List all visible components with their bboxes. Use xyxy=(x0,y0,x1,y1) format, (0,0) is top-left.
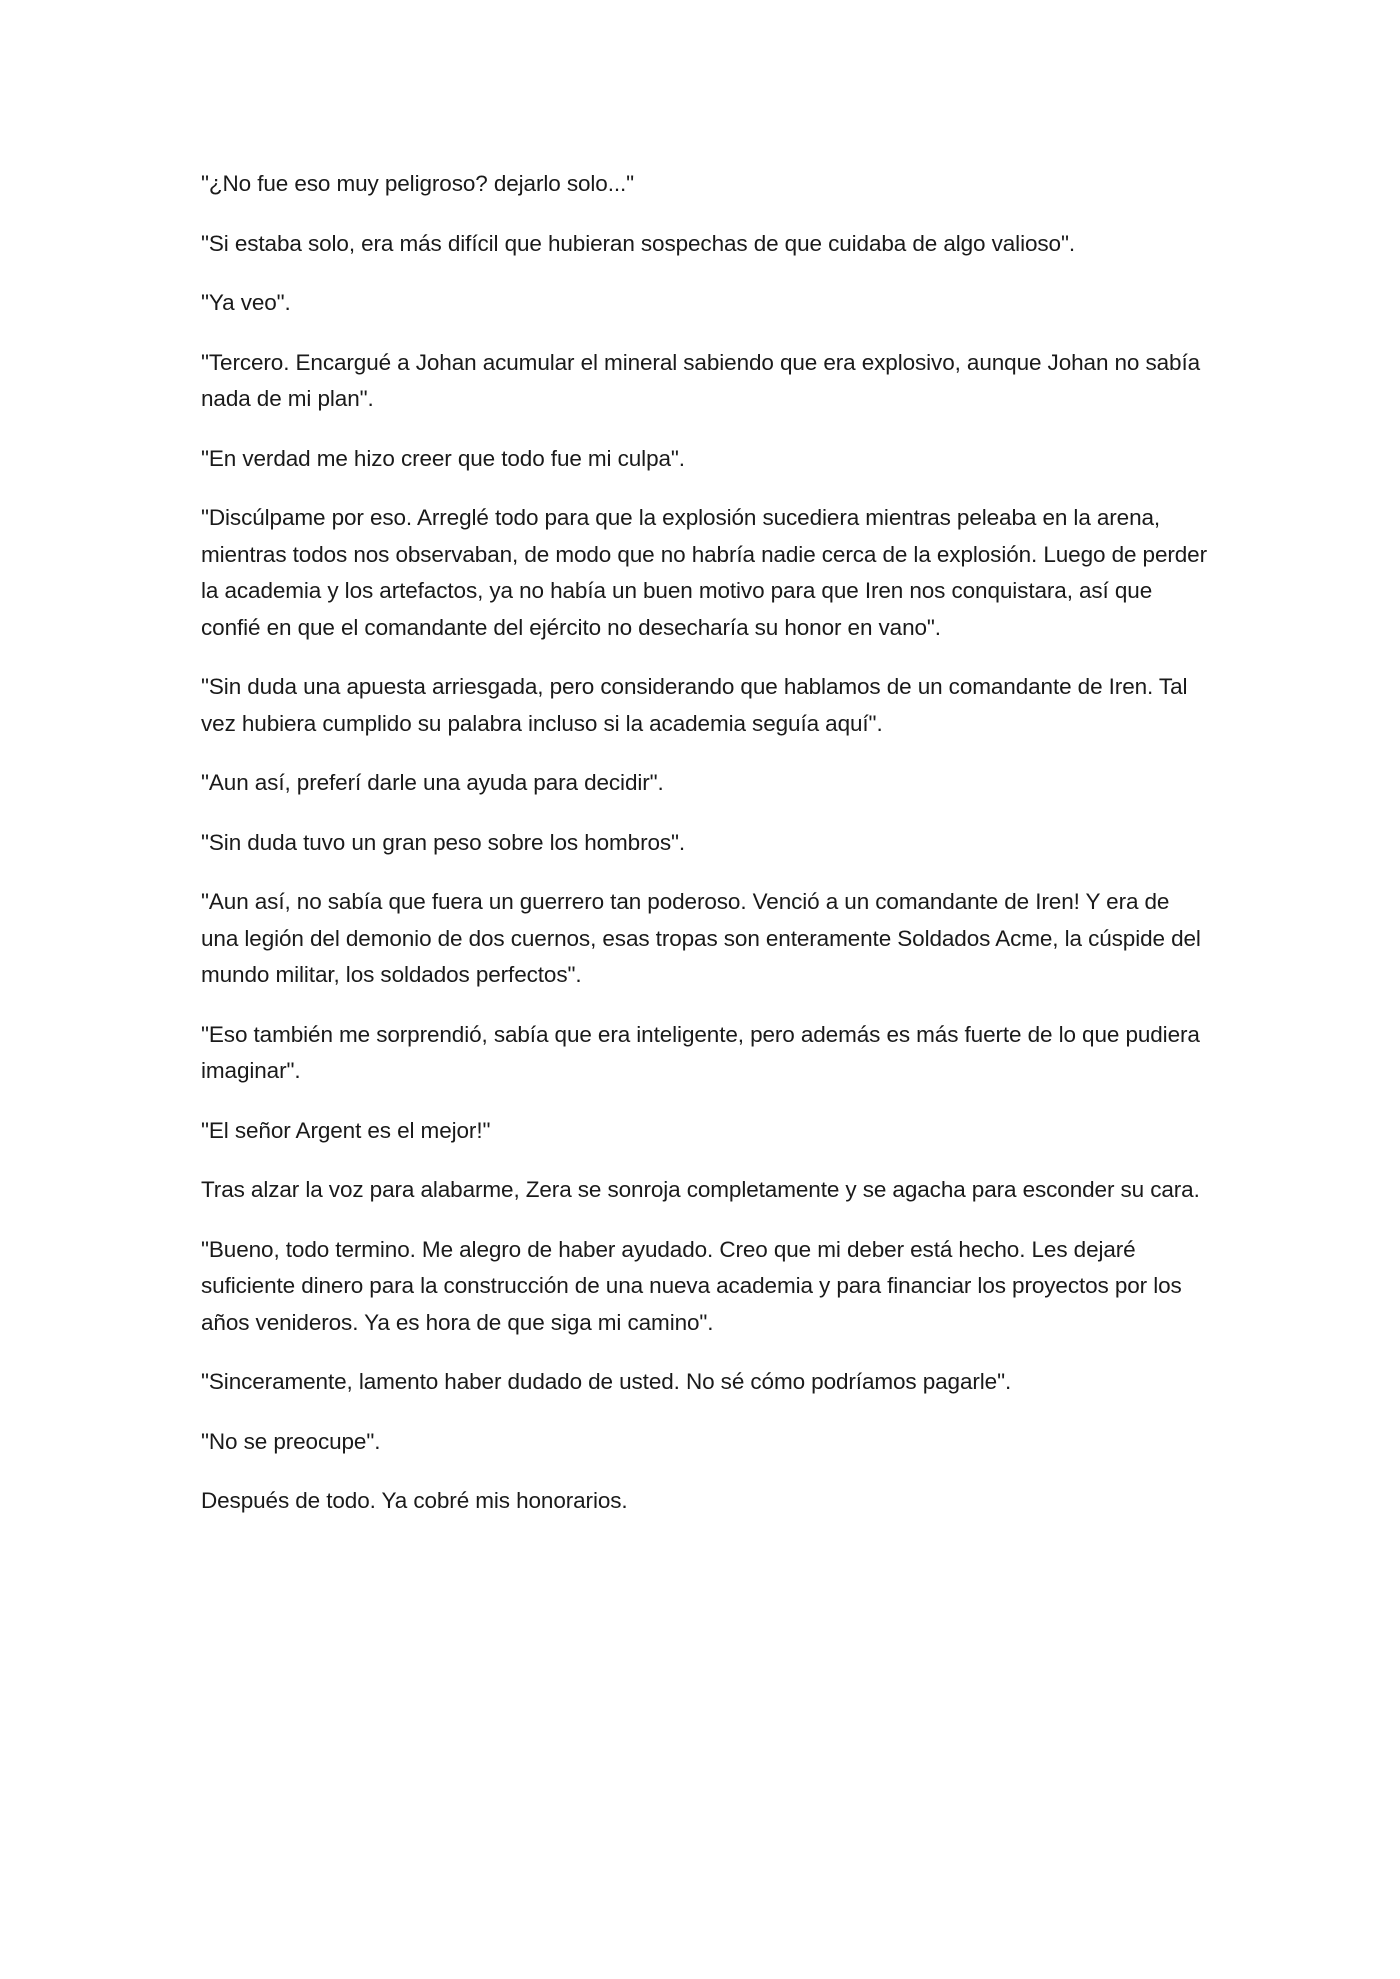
paragraph-16: "No se preocupe". xyxy=(201,1428,381,1454)
paragraph-8: "Aun así, preferí darle una ayuda para decidir". xyxy=(201,770,664,795)
paragraph-17: Después de todo. Ya cobré mis honorarios. xyxy=(201,1488,628,1513)
paragraph-1: "¿No fue eso muy peligroso? dejarlo solo..." xyxy=(201,171,635,196)
paragraph-15: "Sinceramente, lamento haber dudado de usted. No sé cómo podríamos pagarle". xyxy=(201,1369,1012,1394)
paragraph-3: "Ya veo". xyxy=(201,290,291,315)
paragraph-12: "El señor Argent es el mejor!" xyxy=(201,1117,491,1143)
paragraph-10: "Aun así, no sabía que fuera un guerrero tan poderoso. Venció a un comandante de Iren! Y era de una legión del demonio de dos cuernos, esas tropas son enteramente Soldados Acme, la cúspide del mundo militar, los soldados perfectos". xyxy=(201,889,1201,987)
paragraph-5: "En verdad me hizo creer que todo fue mi culpa". xyxy=(201,445,685,471)
paragraph-9: "Sin duda tuvo un gran peso sobre los hombros". xyxy=(201,829,686,855)
paragraph-13: Tras alzar la voz para alabarme, Zera se sonroja completamente y se agacha para esconder su cara. xyxy=(201,1177,1200,1202)
paragraph-6: "Discúlpame por eso. Arreglé todo para que la explosión sucediera mientras peleaba en la arena, mientras todos nos observaban, de modo que no habría nadie cerca de la explosión. Luego de perder la academia y los artefactos, ya no había un buen motivo para que Iren nos conquistara, así que confié en que el comandante del ejército no desecharía su honor en vano". xyxy=(201,505,1207,640)
paragraph-2: "Si estaba solo, era más difícil que hubieran sospechas de que cuidaba de algo valioso". xyxy=(201,230,1075,256)
paragraph-4: "Tercero. Encargué a Johan acumular el mineral sabiendo que era explosivo, aunque Johan no sabía nada de mi plan". xyxy=(201,349,1201,411)
paragraph-11: "Eso también me sorprendió, sabía que era inteligente, pero además es más fuerte de lo que pudiera imaginar". xyxy=(201,1021,1200,1083)
paragraph-7: "Sin duda una apuesta arriesgada, pero considerando que hablamos de un comandante de Iren. Tal vez hubiera cumplido su palabra incluso si la academia seguía aquí". xyxy=(201,674,1188,736)
paragraph-14: "Bueno, todo termino. Me alegro de haber ayudado. Creo que mi deber está hecho. Les dejaré suficiente dinero para la construcción de una nueva academia y para financiar los proyectos por los años venideros. Ya es hora de que siga mi camino". xyxy=(201,1236,1182,1335)
document-body xyxy=(201,166,1211,1543)
